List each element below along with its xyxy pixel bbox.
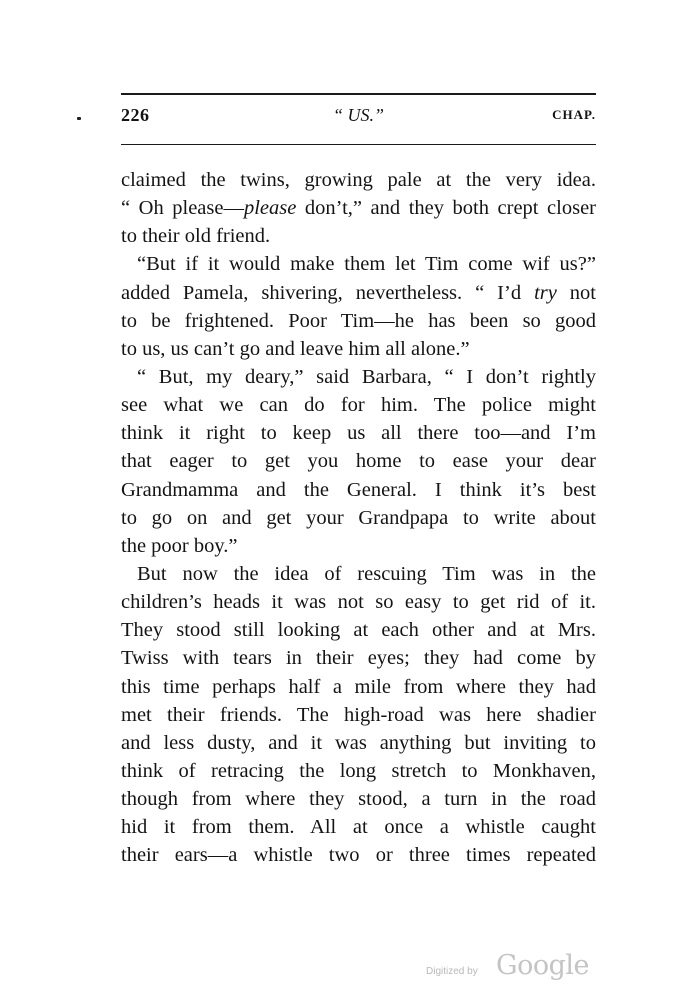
text-line: to go on and get your Grandpapa to write about [121, 506, 596, 529]
text-line: Twiss with tears in their eyes; they had come by [121, 647, 596, 670]
text-line: met their friends. The high-road was here shadier [121, 703, 596, 726]
text-line: Grandmamma and the General. I think it’s best [121, 478, 596, 501]
text-line: this time perhaps half a mile from where they had [121, 675, 596, 698]
google-logo: Google [496, 950, 589, 981]
text-line: added Pamela, shivering, nevertheless. “ I’d try not [121, 281, 596, 304]
text-line: to their old friend. [121, 225, 271, 248]
header-rule-top [121, 93, 596, 95]
text-line: see what we can do for him. The police might [121, 394, 596, 417]
text-line: the poor boy.” [121, 534, 238, 557]
text-line: claimed the twins, growing pale at the very idea. [121, 169, 596, 191]
page-number: 226 [121, 105, 150, 125]
text-line: to us, us can’t go and leave him all alone.” [121, 337, 470, 360]
digitized-footer [424, 950, 589, 990]
header-rule-bottom [121, 144, 596, 145]
text-line: “ But, my deary,” said Barbara, “ I don’t rightly [137, 365, 596, 388]
chapter-label: CHAP. [552, 107, 596, 122]
text-line: But now the idea of rescuing Tim was in the [137, 562, 596, 585]
text-line: “ Oh please—please don’t,” and they both crept closer [121, 197, 596, 220]
scan-speck [77, 117, 81, 120]
emphasis: try [534, 281, 557, 304]
text-line: to be frightened. Poor Tim—he has been so good [121, 309, 596, 332]
text-line: think it right to keep us all there too—and I’m [121, 422, 596, 445]
text-line: that eager to get you home to ease your dear [121, 450, 596, 473]
text-line: children’s heads it was not so easy to get rid of it. [121, 591, 596, 614]
text-line: and less dusty, and it was anything but inviting to [121, 731, 596, 754]
text-line: “But if it would make them let Tim come wif us?” [137, 253, 596, 276]
running-title: “ US.” [332, 105, 385, 125]
text-line: their ears—a whistle two or three times repeated [121, 844, 596, 867]
text-line: though from where they stood, a turn in the road [121, 788, 596, 811]
emphasis: please [243, 197, 297, 220]
text-line: hid it from them. All at once a whistle caught [121, 816, 596, 839]
text-line: think of retracing the long stretch to Monkhaven, [121, 759, 596, 782]
body-text [121, 166, 596, 870]
running-header [121, 105, 596, 131]
text-line: They stood still looking at each other and at Mrs. [121, 619, 596, 642]
digitized-by-label: Digitized by [426, 966, 478, 977]
